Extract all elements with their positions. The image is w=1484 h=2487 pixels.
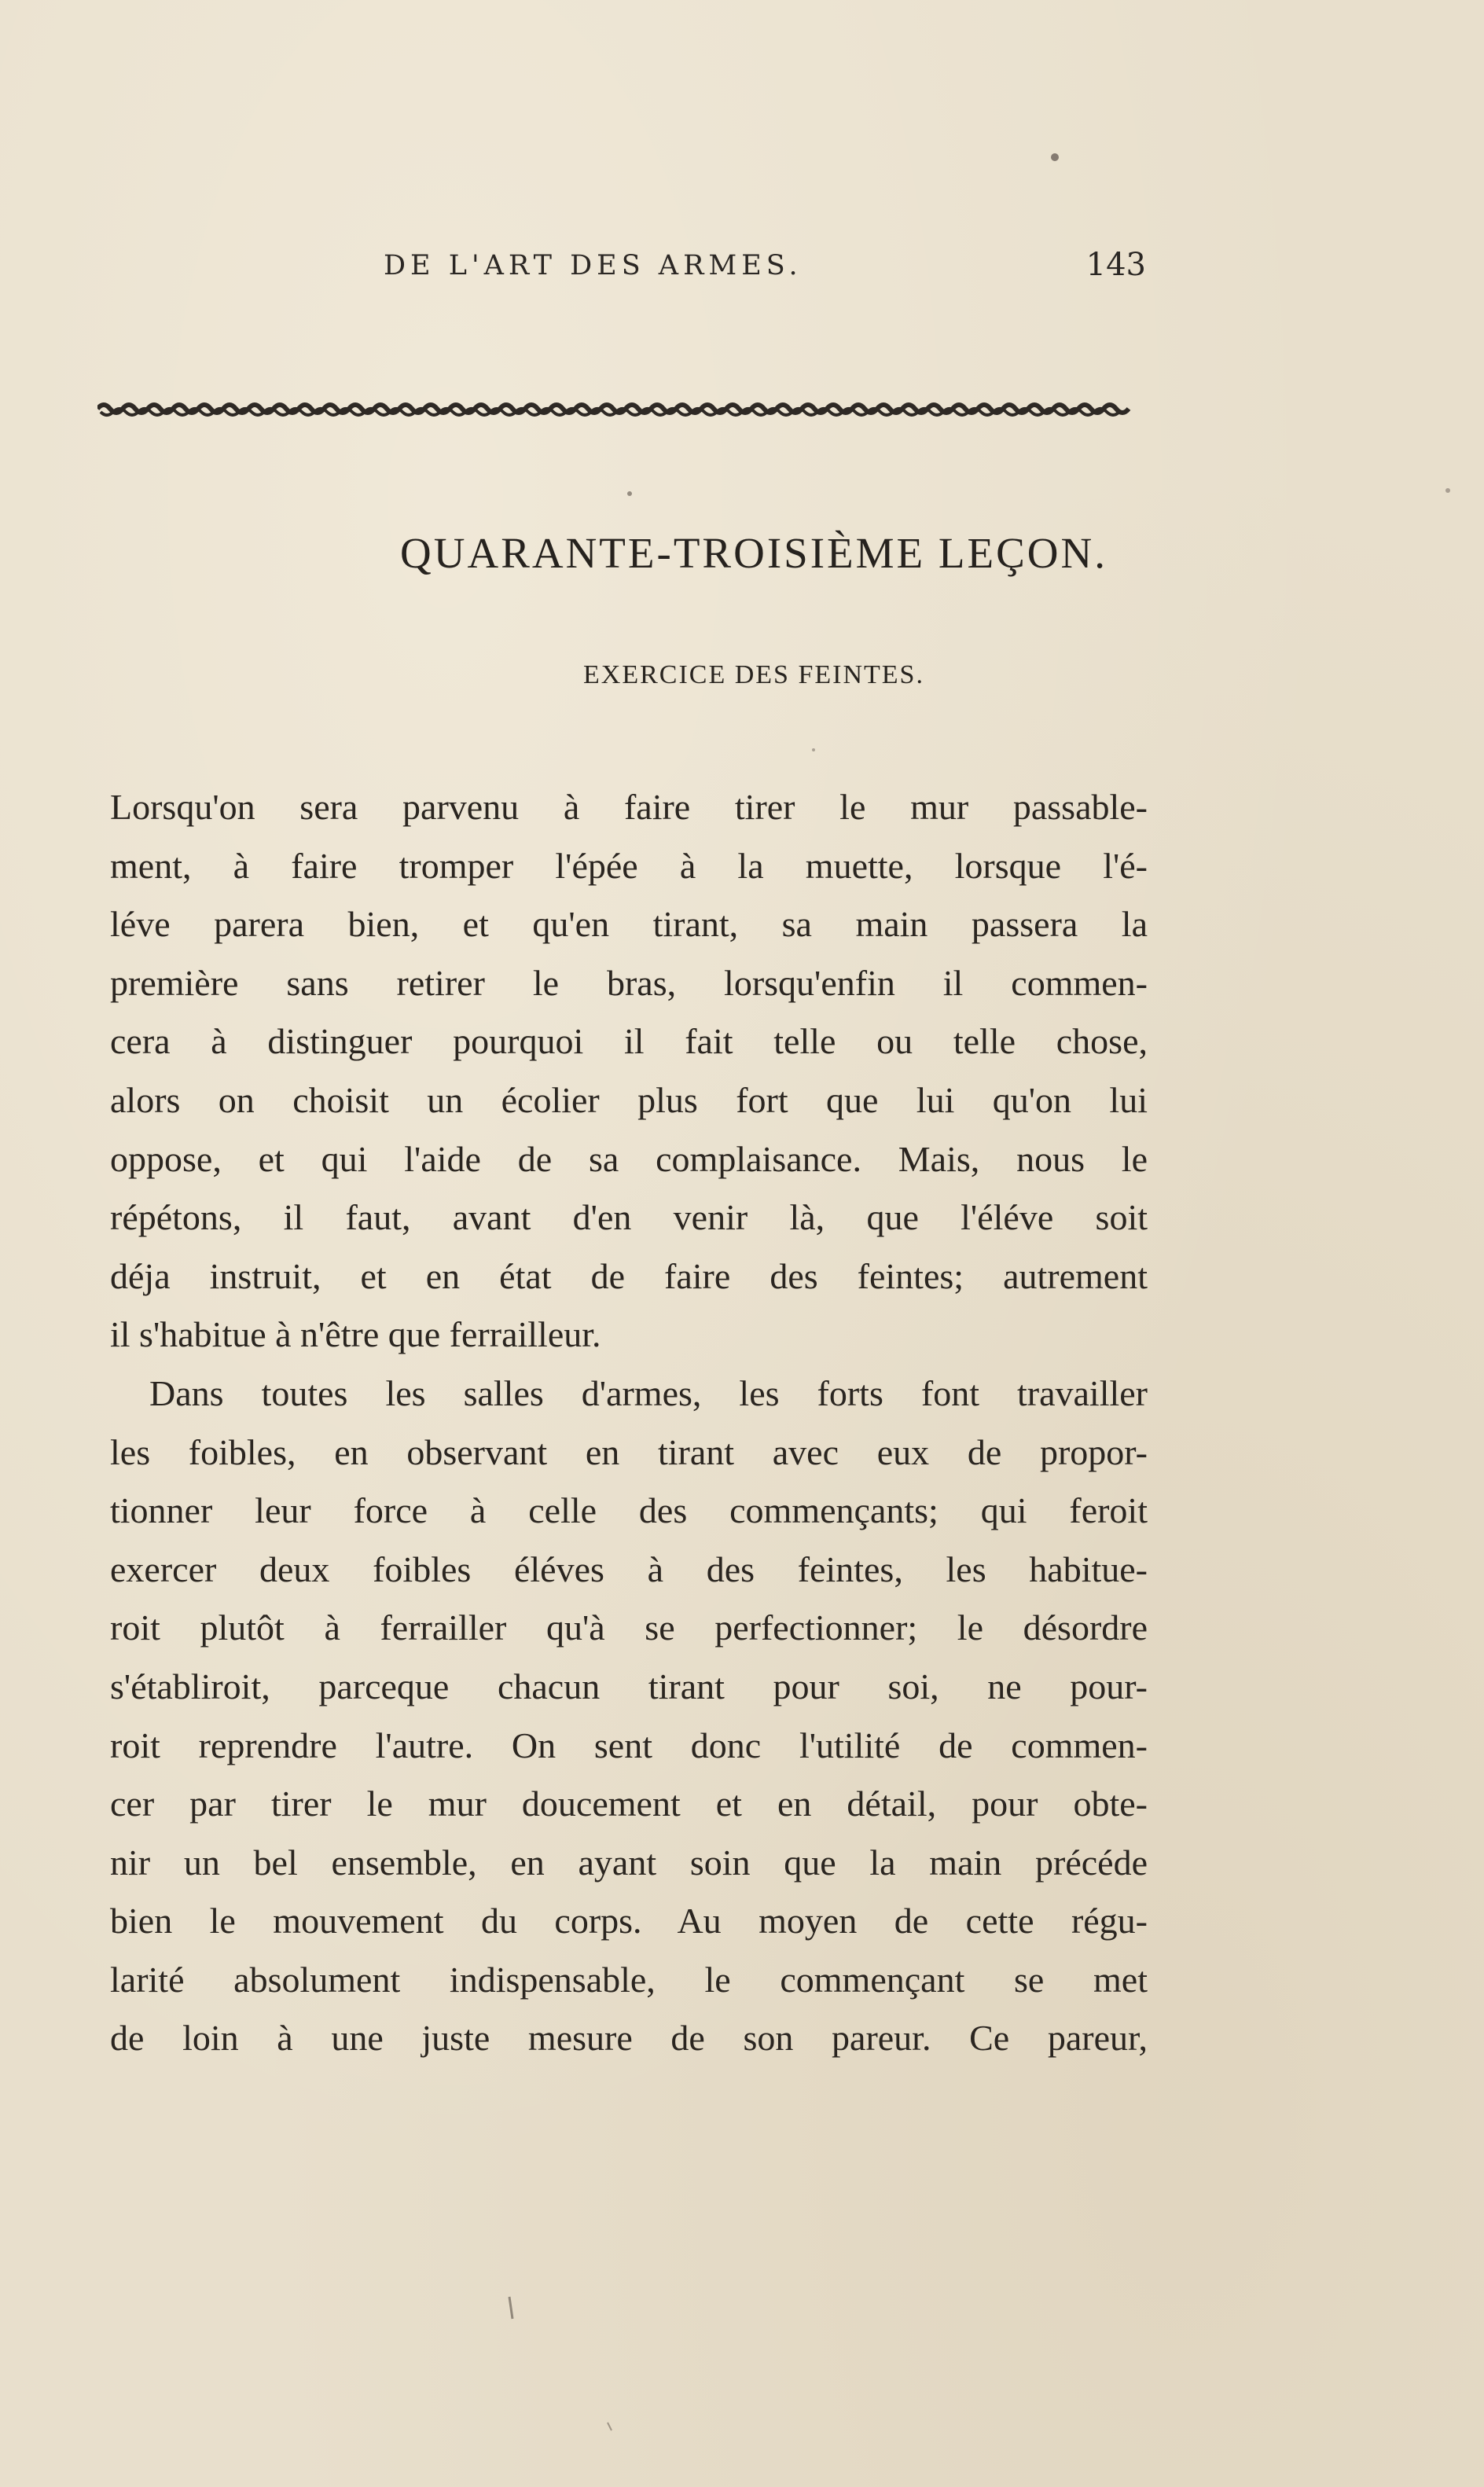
text-line: s'établiroit, parceque chacun tirant pour soi, ne pour- — [110, 1666, 1148, 1706]
text-line: roit plutôt à ferrailler qu'à se perfectionner; le désordre — [110, 1607, 1148, 1648]
text-line: répétons, il faut, avant d'en venir là, que l'éléve soit — [110, 1197, 1148, 1238]
section-title: EXERCICE DES FEINTES. — [583, 660, 924, 689]
text-line: Dans toutes les salles d'armes, les forts font travailler — [149, 1372, 1148, 1413]
text-line: cer par tirer le mur doucement et en détail, pour obte- — [110, 1784, 1148, 1824]
text-line: roit reprendre l'autre. On sent donc l'utilité de commen- — [110, 1725, 1148, 1765]
page-number: 143 — [1085, 247, 1146, 283]
text-line: cera à distinguer pourquoi il fait telle ou telle chose, — [110, 1021, 1148, 1062]
text-line: léve parera bien, et qu'en tirant, sa main passera la — [110, 904, 1148, 945]
text-line: Lorsqu'on sera parvenu à faire tirer le mur passable- — [110, 787, 1148, 827]
text-line: oppose, et qui l'aide de sa complaisance. Mais, nous le — [110, 1138, 1148, 1179]
text-line: nir un bel ensemble, en ayant soin que la main précéde — [110, 1842, 1148, 1883]
running-head — [384, 247, 1146, 297]
body-text — [110, 778, 1148, 2068]
decorative-rule — [97, 395, 1135, 426]
text-line: alors on choisit un écolier plus fort que lui qu'on lui — [110, 1079, 1148, 1120]
text-line: les foibles, en observant en tirant avec eux de propor- — [110, 1431, 1148, 1472]
text-line: larité absolument indispensable, le commençant se met — [110, 1959, 1148, 2000]
text-line: ment, à faire tromper l'épée à la muette, lorsque l'é- — [110, 845, 1148, 886]
text-line: tionner leur force à celle des commençants; qui feroit — [110, 1490, 1148, 1531]
text-line: déja instruit, et en état de faire des feintes; autrement — [110, 1255, 1148, 1296]
text-line: bien le mouvement du corps. Au moyen de cette régu- — [110, 1901, 1148, 1941]
chapter-title: QUARANTE-TROISIÈME LEÇON. — [400, 529, 1107, 577]
text-line: il s'habitue à n'être que ferrailleur. — [110, 1314, 601, 1355]
text-line: de loin à une juste mesure de son pareur. Ce pareur, — [110, 2018, 1148, 2059]
text-line: première sans retirer le bras, lorsqu'enfin il commen- — [110, 962, 1148, 1003]
running-title: DE L'ART DES ARMES. — [384, 250, 803, 281]
text-line: exercer deux foibles éléves à des feintes, les habitue- — [110, 1548, 1148, 1589]
